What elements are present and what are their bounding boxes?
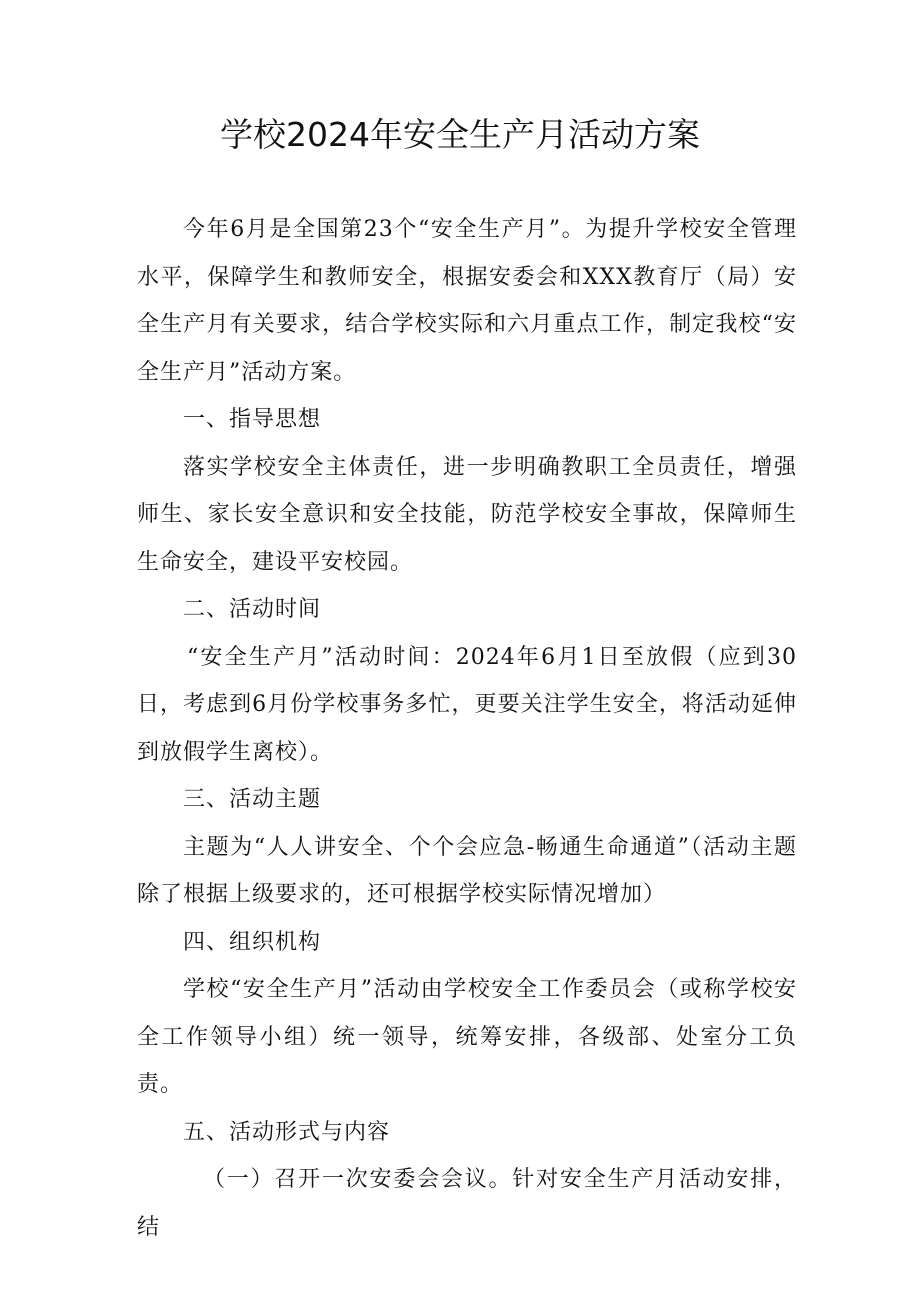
guiding-ideology-paragraph: 落实学校安全主体责任，进一步明确教职工全员责任，增强师生、家长安全意识和安全技能，防范学校安全事故，保障师生生命安全，建设平安校园。 bbox=[137, 454, 797, 575]
section-heading-activity-time: 二、活动时间 bbox=[183, 597, 322, 622]
subsection-paragraph: （一）召开一次安委会会议。针对安全生产月活动安排，结 bbox=[137, 1167, 797, 1240]
organization-paragraph: 学校“安全生产月”活动由学校安全工作委员会（或称学校安全工作领导小组）统一领导，统筹安排，各级部、处室分工负责。 bbox=[137, 977, 797, 1097]
document-title: 学校2024年安全生产月活动方案 bbox=[220, 115, 700, 154]
section-heading-activity-content: 五、活动形式与内容 bbox=[183, 1119, 391, 1145]
section-heading-organization: 四、组织机构 bbox=[183, 929, 322, 955]
document-body bbox=[137, 206, 797, 1251]
section-heading-guiding-ideology: 一、指导思想 bbox=[183, 407, 322, 432]
intro-paragraph: 今年6月是全国第23个“安全生产月”。为提升学校安全管理水平，保障学生和教师安全，根据安委会和XXX教育厅（局）安全生产月有关要求，结合学校实际和六月重点工作，制定我校“安全生产月”活动方案。 bbox=[137, 217, 797, 385]
activity-time-paragraph: “安全生产月”活动时间：2024年6月1日至放假（应到30日，考虑到6月份学校事务多忙，更要关注学生安全，将活动延伸到放假学生离校）。 bbox=[137, 644, 797, 765]
activity-theme-paragraph: 主题为“人人讲安全、个个会应急-畅通生命通道”（活动主题除了根据上级要求的，还可根据学校实际情况增加） bbox=[137, 834, 797, 907]
section-heading-activity-theme: 三、活动主题 bbox=[183, 787, 322, 812]
